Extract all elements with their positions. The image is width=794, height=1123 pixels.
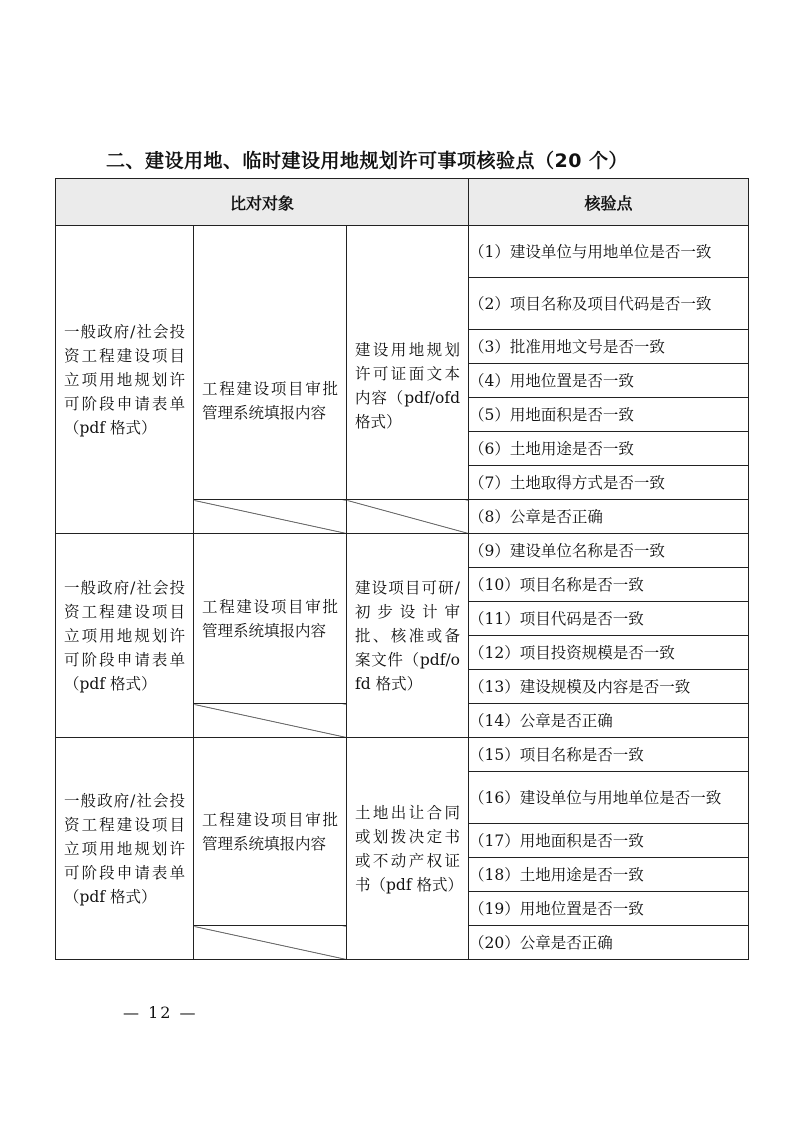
check-point-10: （10）项目名称是否一致 [469,568,749,602]
header-compare-object: 比对对象 [56,179,469,226]
group-3-document: 土地出让合同或划拨决定书或不动产权证书（pdf 格式） [347,738,469,960]
table-header-row [56,179,749,226]
check-point-5: （5）用地面积是否一致 [469,398,749,432]
table-row [56,738,749,772]
empty-diagonal-cell [194,704,347,738]
section-heading: 二、建设用地、临时建设用地规划许可事项核验点（20 个） [106,150,629,172]
empty-diagonal-cell [194,926,347,960]
group-2-system-content: 工程建设项目审批管理系统填报内容 [194,534,347,704]
group-1-system-content: 工程建设项目审批管理系统填报内容 [194,226,347,500]
group-3-system-content: 工程建设项目审批管理系统填报内容 [194,738,347,926]
page-number: — 12 — [123,1003,198,1022]
check-point-20: （20）公章是否正确 [469,926,749,960]
header-check-point: 核验点 [469,179,749,226]
verification-points-table [55,178,749,960]
check-point-18: （18）土地用途是否一致 [469,858,749,892]
group-2-source-form: 一般政府/社会投资工程建设项目立项用地规划许可阶段申请表单（pdf 格式） [56,534,194,738]
check-point-7: （7）土地取得方式是否一致 [469,466,749,500]
table-row [56,226,749,278]
check-point-12: （12）项目投资规模是否一致 [469,636,749,670]
empty-diagonal-cell [194,500,347,534]
check-point-9: （9）建设单位名称是否一致 [469,534,749,568]
table-row [56,534,749,568]
check-point-4: （4）用地位置是否一致 [469,364,749,398]
check-point-11: （11）项目代码是否一致 [469,602,749,636]
group-1-source-form: 一般政府/社会投资工程建设项目立项用地规划许可阶段申请表单（pdf 格式） [56,226,194,534]
group-3-source-form: 一般政府/社会投资工程建设项目立项用地规划许可阶段申请表单（pdf 格式） [56,738,194,960]
group-1-document: 建设用地规划许可证面文本内容（pdf/ofd 格式） [347,226,469,500]
check-point-2: （2）项目名称及项目代码是否一致 [469,278,749,330]
check-point-13: （13）建设规模及内容是否一致 [469,670,749,704]
check-point-17: （17）用地面积是否一致 [469,824,749,858]
check-point-1: （1）建设单位与用地单位是否一致 [469,226,749,278]
check-point-3: （3）批准用地文号是否一致 [469,330,749,364]
check-point-15: （15）项目名称是否一致 [469,738,749,772]
group-2-document: 建设项目可研/初步设计审批、核准或备案文件（pdf/ofd 格式） [347,534,469,738]
check-point-6: （6）土地用途是否一致 [469,432,749,466]
empty-diagonal-cell [347,500,469,534]
check-point-19: （19）用地位置是否一致 [469,892,749,926]
check-point-14: （14）公章是否正确 [469,704,749,738]
check-point-16: （16）建设单位与用地单位是否一致 [469,772,749,824]
check-point-8: （8）公章是否正确 [469,500,749,534]
